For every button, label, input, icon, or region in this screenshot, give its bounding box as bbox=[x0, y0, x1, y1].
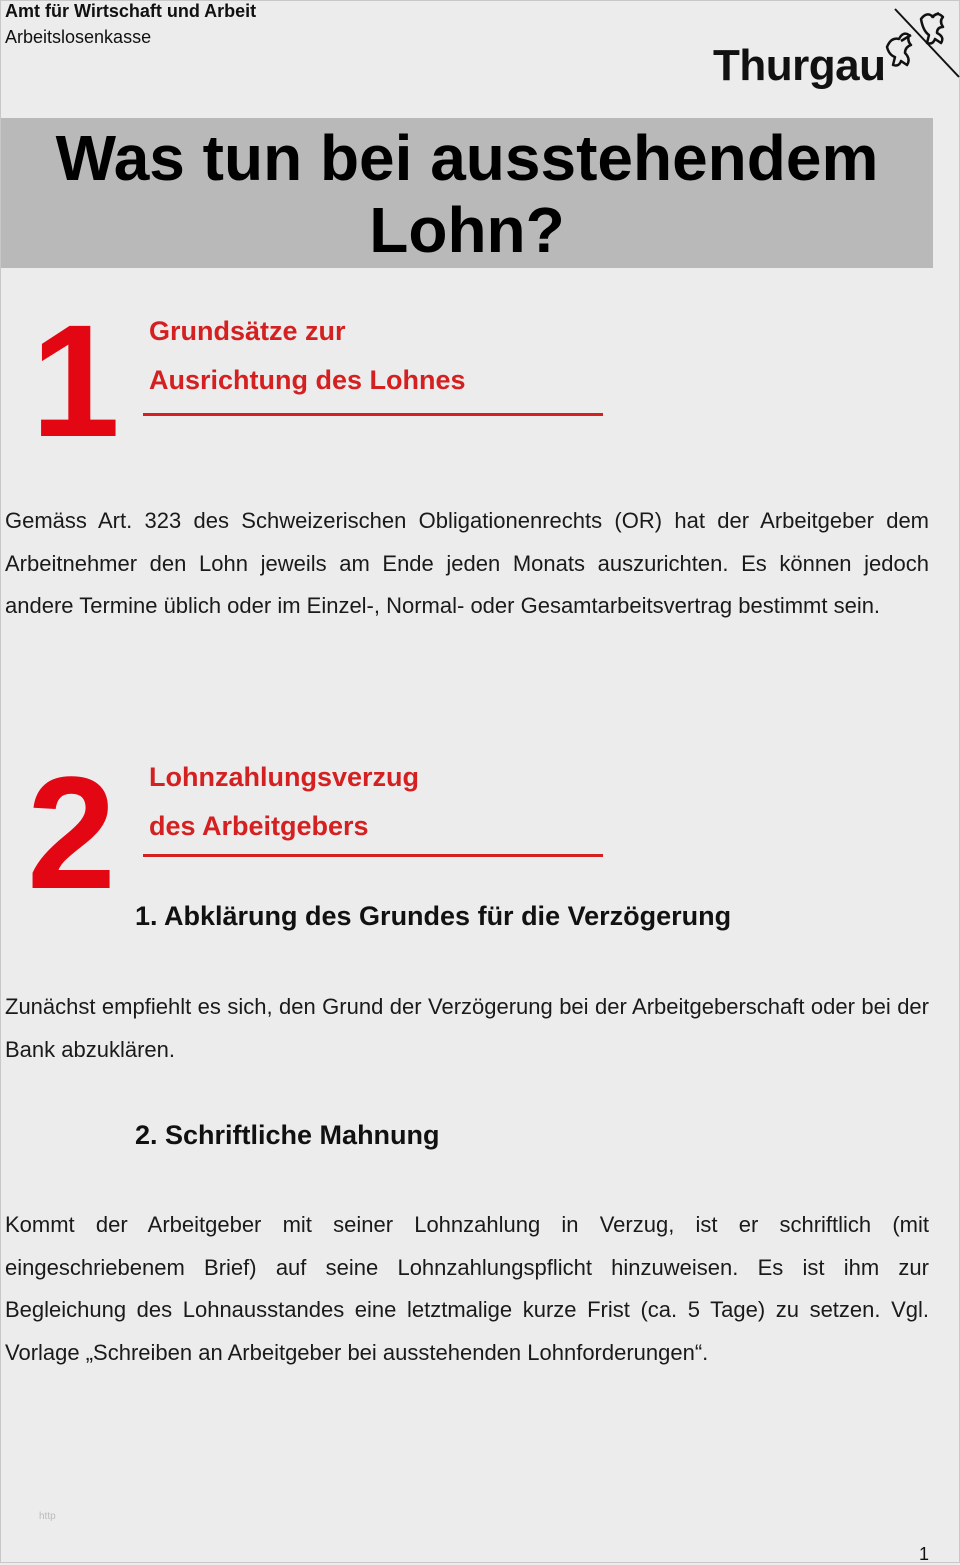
brand-name: Thurgau bbox=[713, 41, 886, 90]
title-line-2: Lohn? bbox=[369, 194, 565, 266]
section-2-number: 2 bbox=[27, 743, 116, 922]
subsection-1-heading: 1. Abklärung des Grundes für die Verzögerung bbox=[135, 901, 732, 931]
document-title bbox=[1, 118, 933, 266]
subsection-2-paragraph: Kommt der Arbeitgeber mit seiner Lohnzahlung in Verzug, ist er schriftlich (mit eingeschriebenem Brief) auf seine Lohnzahlungspflicht hinzuweisen. Es ist ihm zur Begleichung des Lohnausstandes eine letztmalige kurze Frist (ca. 5 Tage) zu setzen. Vgl. Vorlage „Schreiben an Arbeitgeber bei ausstehenden Lohnforderungen“. bbox=[5, 1212, 929, 1365]
section-1-number: 1 bbox=[31, 291, 120, 470]
section-1-paragraph: Gemäss Art. 323 des Schweizerischen Obligationenrechts (OR) hat der Arbeitgeber dem Arbeitnehmer den Lohn jeweils am Ende jeden Monats auszurichten. Es können jedoch andere Termine üblich oder im Einzel-, Normal- oder Gesamtarbeitsvertrag bestimmt sein. bbox=[5, 508, 929, 618]
title-line-1: Was tun bei ausstehendem bbox=[55, 122, 879, 194]
department-name: Arbeitslosenkasse bbox=[5, 27, 152, 47]
page-number: 1 bbox=[919, 1544, 930, 1564]
thurgau-lions-crest-icon bbox=[881, 7, 960, 87]
section-2-underline bbox=[143, 854, 603, 857]
subsection-1-paragraph: Zunächst empfiehlt es sich, den Grund der Verzögerung bei der Arbeitgeberschaft oder bei der Bank abzuklären. bbox=[5, 994, 929, 1062]
section-1-heading-line-2: Ausrichtung des Lohnes bbox=[149, 365, 466, 395]
section-1-heading-line-1: Grundsätze zur bbox=[149, 316, 346, 346]
section-1-underline bbox=[143, 413, 603, 416]
section-2-heading-line-2: des Arbeitgebers bbox=[149, 811, 369, 841]
office-name: Amt für Wirtschaft und Arbeit bbox=[5, 1, 257, 21]
section-2-heading-line-1: Lohnzahlungsverzug bbox=[149, 762, 419, 792]
footer-mark: http bbox=[39, 1511, 56, 1522]
subsection-2-heading: 2. Schriftliche Mahnung bbox=[135, 1120, 440, 1150]
